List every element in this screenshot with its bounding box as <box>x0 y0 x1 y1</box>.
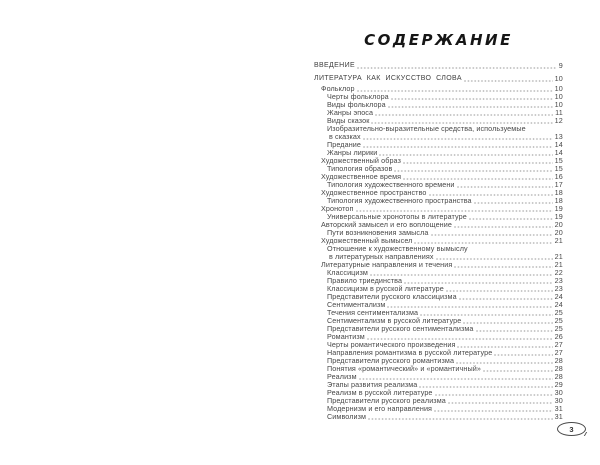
toc-entry-label: Художественный вымысел <box>321 236 413 245</box>
toc-entry-label: Модернизм и его направления <box>327 404 433 413</box>
toc-entry-page: 26 <box>554 332 563 341</box>
toc-entry <box>314 413 563 421</box>
toc-entry-label: Предание <box>327 140 361 149</box>
toc-entry-label: Фольклор <box>321 84 355 93</box>
toc-dot-leader <box>435 394 553 396</box>
toc-entry-label: Жанры эпоса <box>327 108 374 117</box>
toc-dot-leader <box>394 170 552 172</box>
toc-entry-label: Представители русского классицизма <box>327 292 457 301</box>
toc-entry-label: Сентиментализм <box>327 300 386 309</box>
toc-entry-label: в сказках <box>329 132 361 141</box>
toc-entry-label: Жанры лирики <box>327 148 378 157</box>
toc-entry-page: 23 <box>554 276 563 285</box>
toc-entry-label: Романтизм <box>327 332 365 341</box>
toc-entry-label: Представители русского сентиментализма <box>327 324 474 333</box>
toc-dot-leader <box>391 98 553 100</box>
toc-entry-label: Универсальные хронотопы в литературе <box>327 212 467 221</box>
toc-entry-label: Сентиментализм в русской литературе <box>327 316 462 325</box>
toc-entry-label: Представители русского реализма <box>327 396 446 405</box>
toc-entry-page: 28 <box>554 372 563 381</box>
toc-entry-page: 10 <box>554 100 563 109</box>
toc-entry-page: 21 <box>554 236 563 245</box>
toc-entry-label: Литературные направления и течения <box>321 260 453 269</box>
toc-entry-page: 18 <box>554 196 563 205</box>
toc-entry-page: 10 <box>554 84 563 93</box>
toc-dot-leader <box>454 266 552 268</box>
toc-entry-label: Направления романтизма в русской литературе <box>327 348 493 357</box>
toc-entry-page: 23 <box>554 284 563 293</box>
toc-entry-label: Типология художественного времени <box>327 180 455 189</box>
toc-entry-label: Символизм <box>327 412 367 421</box>
toc-entry-label: Реализм <box>327 372 357 381</box>
toc-dot-leader <box>494 354 552 356</box>
toc-entry-page: 28 <box>554 364 563 373</box>
page-title: СОДЕРЖАНИЕ <box>364 31 513 49</box>
toc-entry-label: ВВЕДЕНИЕ <box>314 62 355 69</box>
toc-entry-label: Виды сказок <box>327 116 370 125</box>
toc-entry-page: 25 <box>554 308 563 317</box>
toc-dot-leader <box>483 370 553 372</box>
toc-entry-page: 19 <box>554 212 563 221</box>
toc-entry-label: Течения сентиментализма <box>327 308 419 317</box>
toc-dot-leader <box>476 330 553 332</box>
toc-entry-page: 13 <box>554 132 563 141</box>
toc-entry-page: 19 <box>554 204 563 213</box>
toc-dot-leader <box>457 186 553 188</box>
toc-entry-label: Авторский замысел и его воплощение <box>321 220 452 229</box>
toc-dot-leader <box>419 386 552 388</box>
toc-entry-label: Хронотоп <box>321 204 354 213</box>
toc-dot-leader <box>454 226 553 228</box>
page-number-badge <box>557 422 586 436</box>
toc-dot-leader <box>469 218 553 220</box>
toc-entry-page: 17 <box>554 180 563 189</box>
toc-entry-page: 15 <box>554 164 563 173</box>
toc-entry-label: Отношение к художественному вымыслу <box>327 244 468 253</box>
toc-entry-page: 28 <box>554 356 563 365</box>
toc-entry-label: Представители русского романтизма <box>327 356 455 365</box>
toc-entry-page: 12 <box>554 116 563 125</box>
toc-entry-page: 24 <box>554 300 563 309</box>
toc-entry-page: 25 <box>554 316 563 325</box>
toc-entry-page: 30 <box>554 388 563 397</box>
toc-entry-label: Типология образов <box>327 164 393 173</box>
toc-entry-label: Пути возникновения замысла <box>327 228 429 237</box>
toc-entry-page: 9 <box>558 61 563 70</box>
toc-entry-page: 20 <box>554 220 563 229</box>
toc-entry-page: 25 <box>554 324 563 333</box>
toc-entry-label: Художественный образ <box>321 156 401 165</box>
toc-entry-page: 15 <box>554 156 563 165</box>
toc-dot-leader <box>357 67 557 69</box>
toc-entry-label: Художественное пространство <box>321 188 427 197</box>
toc-entry-page: 18 <box>554 188 563 197</box>
toc-dot-leader <box>403 162 553 164</box>
toc-dot-leader <box>448 402 553 404</box>
toc-dot-leader <box>463 322 552 324</box>
toc-entry-page: 31 <box>554 412 563 421</box>
toc-entry <box>314 75 563 83</box>
toc-entry-label: ЛИТЕРАТУРА КАК ИСКУССТВО СЛОВА <box>314 75 462 82</box>
toc-entry-label: Виды фольклора <box>327 100 386 109</box>
toc-dot-leader <box>434 410 553 412</box>
toc-entry-page: 27 <box>554 348 563 357</box>
toc-entry-label: Понятия «романтический» и «романтичный» <box>327 364 481 373</box>
toc-entry-label: Черты фольклора <box>327 92 389 101</box>
toc-list <box>314 62 563 421</box>
toc-entry-page: 11 <box>555 108 563 117</box>
toc-entry-page: 29 <box>554 380 563 389</box>
toc-entry-page: 31 <box>554 404 563 413</box>
toc-entry-label: Этапы развития реализма <box>327 380 418 389</box>
toc-entry-page: 30 <box>554 396 563 405</box>
toc-entry-page: 21 <box>554 252 563 261</box>
toc-entry-page: 27 <box>554 340 563 349</box>
toc-entry-label: в литературных направлениях <box>329 252 434 261</box>
toc-entry-label: Черты романтического произведения <box>327 340 456 349</box>
toc-entry-label: Реализм в русской литературе <box>327 388 433 397</box>
toc-dot-leader <box>388 106 553 108</box>
toc-dot-leader <box>464 80 553 82</box>
toc-entry <box>314 62 563 70</box>
toc-entry-page: 21 <box>554 260 563 269</box>
toc-dot-leader <box>474 202 553 204</box>
toc-entry-page: 14 <box>554 148 563 157</box>
toc-entry-page: 14 <box>554 140 563 149</box>
toc-entry-label: Изобразительно-выразительные средства, используемые <box>327 124 526 133</box>
toc-dot-leader <box>368 418 553 420</box>
toc-dot-leader <box>431 234 553 236</box>
toc-dot-leader <box>436 258 553 260</box>
toc-dot-leader <box>363 138 553 140</box>
toc-entry-page: 10 <box>554 92 563 101</box>
page-number: 3 <box>569 424 574 434</box>
toc-dot-leader <box>375 114 553 116</box>
toc-entry-label: Классицизм в русской литературе <box>327 284 444 293</box>
toc-entry-label: Художественное время <box>321 172 402 181</box>
toc-entry-page: 20 <box>554 228 563 237</box>
toc-entry-label: Типология художественного пространства <box>327 196 472 205</box>
toc-entry-page: 10 <box>554 74 563 83</box>
toc-dot-leader <box>446 290 553 292</box>
toc-entry-page: 16 <box>554 172 563 181</box>
toc-dot-leader <box>459 298 553 300</box>
toc-entry-label: Классицизм <box>327 268 368 277</box>
toc-entry-label: Правило триединства <box>327 276 403 285</box>
toc-entry-page: 24 <box>554 292 563 301</box>
toc-entry-page: 22 <box>554 268 563 277</box>
toc-dot-leader <box>379 154 552 156</box>
toc-dot-leader <box>363 146 553 148</box>
